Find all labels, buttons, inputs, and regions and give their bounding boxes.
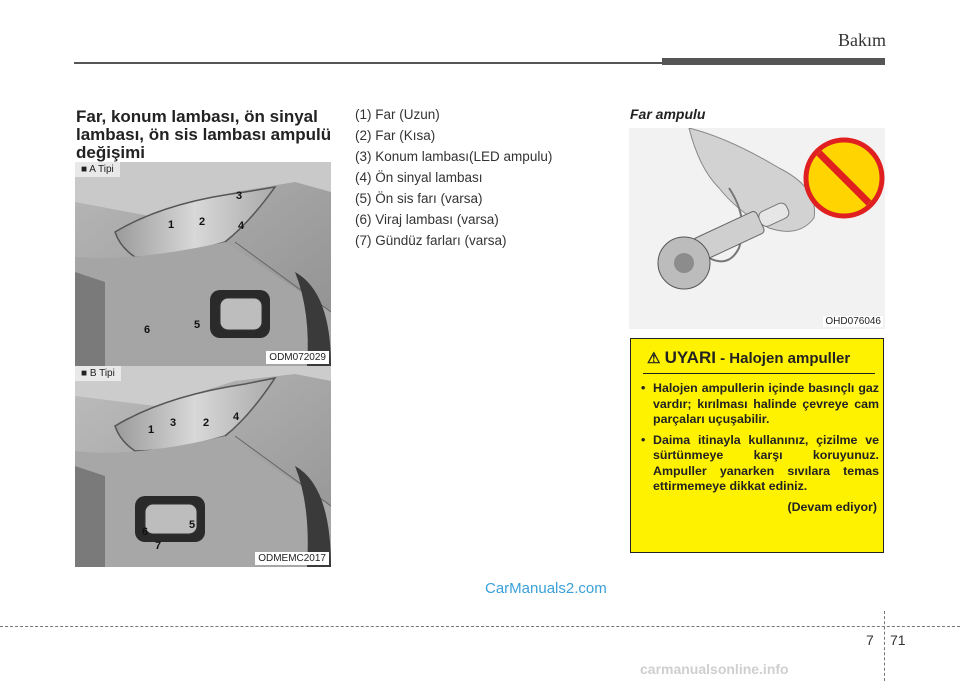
callout-5: 5 bbox=[188, 519, 196, 531]
page-number: 71 bbox=[890, 632, 906, 648]
warning-triangle-icon: ⚠ bbox=[647, 350, 661, 367]
callout-6: 6 bbox=[143, 324, 151, 336]
list-item: (6) Viraj lambası (varsa) bbox=[355, 212, 499, 227]
bulb-figure-code: OHD076046 bbox=[825, 316, 881, 327]
warning-title: UYARI bbox=[664, 348, 716, 367]
headlamp-illustration-b bbox=[75, 366, 331, 567]
warning-divider bbox=[643, 373, 875, 374]
callout-7: 7 bbox=[154, 540, 162, 552]
list-item: (1) Far (Uzun) bbox=[355, 107, 440, 122]
headlamp-figure-a bbox=[75, 162, 331, 366]
callout-2: 2 bbox=[202, 417, 210, 429]
bulb-illustration bbox=[629, 128, 885, 329]
list-item: (4) Ön sinyal lambası bbox=[355, 170, 483, 185]
callout-3: 3 bbox=[235, 190, 243, 202]
continued-note: (Devam ediyor) bbox=[787, 499, 877, 514]
footer-rule bbox=[0, 626, 960, 627]
bulb-figure bbox=[629, 128, 885, 329]
parts-list bbox=[355, 104, 552, 251]
callout-4: 4 bbox=[237, 220, 245, 232]
callout-1: 1 bbox=[147, 424, 155, 436]
figure-b-tag: ■ B Tipi bbox=[75, 366, 121, 381]
list-item: (2) Far (Kısa) bbox=[355, 128, 436, 143]
warning-subtitle: - Halojen ampuller bbox=[720, 350, 851, 367]
bulb-section-title: Far ampulu bbox=[630, 106, 706, 122]
callout-4: 4 bbox=[232, 411, 240, 423]
callout-1: 1 bbox=[167, 219, 175, 231]
list-item: (7) Gündüz farları (varsa) bbox=[355, 233, 507, 248]
page-heading: Far, konum lambası, ön sinyal lambası, ön sis lambası ampulü değişimi bbox=[76, 107, 332, 162]
warning-body bbox=[641, 381, 879, 515]
watermark-link[interactable]: CarManuals2.com bbox=[485, 580, 607, 597]
callout-5: 5 bbox=[193, 319, 201, 331]
warning-box bbox=[630, 338, 884, 553]
headlamp-figure-b bbox=[75, 366, 331, 567]
warning-item-text: Daima itinayla kullanınız, çizilme ve sürtünmeye karşı koruyunuz. Ampuller yanarken sıvılara temas ettirmemeye dikkat ediniz. bbox=[653, 432, 879, 493]
footer-site-link[interactable]: carmanualsonline.info bbox=[640, 661, 789, 677]
callout-2: 2 bbox=[198, 216, 206, 228]
callout-6: 6 bbox=[141, 526, 149, 538]
headlamp-illustration-a bbox=[75, 162, 331, 366]
header-rule-bar bbox=[662, 58, 885, 65]
chapter-number: 7 bbox=[866, 632, 874, 648]
footer-divider bbox=[884, 611, 885, 681]
figure-a-tag: ■ A Tipi bbox=[75, 162, 120, 177]
list-item: (3) Konum lambası(LED ampulu) bbox=[355, 149, 553, 164]
section-title: Bakım bbox=[838, 30, 886, 50]
bullet-icon: • bbox=[641, 432, 646, 447]
list-item: (5) Ön sis farı (varsa) bbox=[355, 191, 483, 206]
warning-heading bbox=[647, 348, 850, 368]
callout-3: 3 bbox=[169, 417, 177, 429]
bullet-icon: • bbox=[641, 381, 646, 395]
figure-a-code: ODM072029 bbox=[266, 351, 329, 364]
warning-item bbox=[641, 381, 879, 428]
warning-item-text: Halojen ampullerin içinde basınçlı gaz vardır; kırılması halinde çevreye cam parçaları uçuşabilir. bbox=[653, 381, 879, 426]
figure-b-code: ODMEMC2017 bbox=[255, 552, 329, 565]
header-rule bbox=[74, 62, 664, 64]
warning-item bbox=[641, 433, 879, 495]
